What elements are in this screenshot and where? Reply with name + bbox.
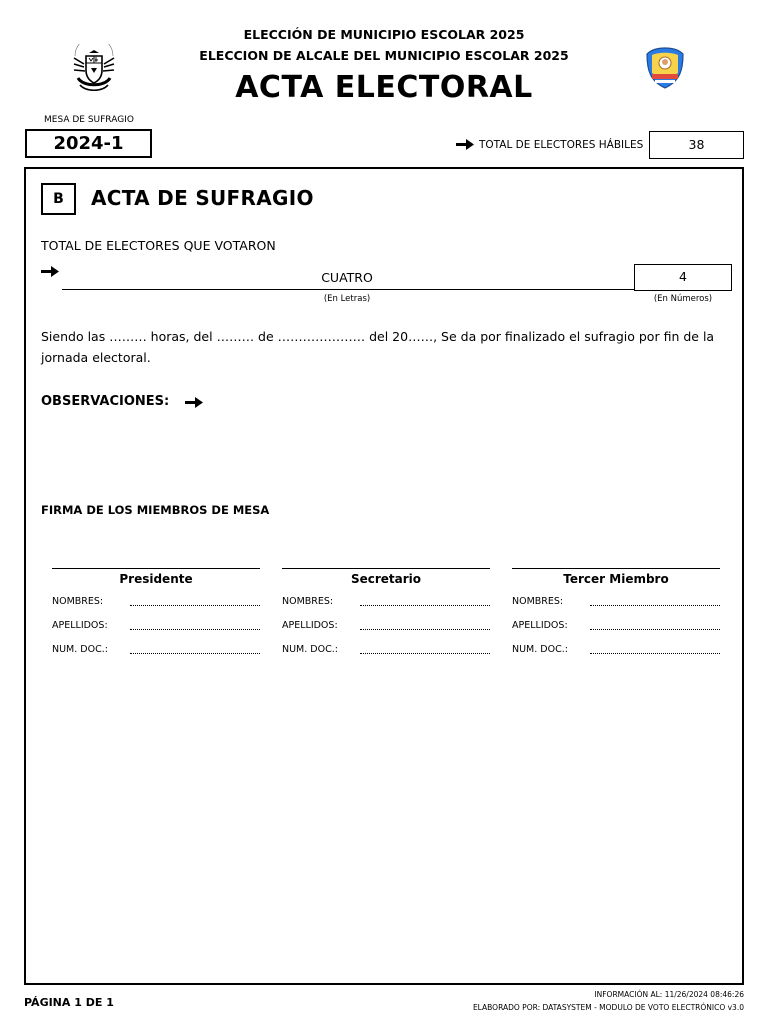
info-timestamp: INFORMACIÓN AL: 11/26/2024 08:46:26 [594,990,744,999]
nombres-row [52,596,260,610]
nombres-label: NOMBRES: [282,596,334,607]
page-title: ACTA ELECTORAL [235,70,533,105]
arrow-right-icon [185,396,203,409]
nombres-blank [360,605,490,606]
apellidos-blank [590,629,720,630]
observaciones-label: OBSERVACIONES: [41,394,170,409]
num-doc-blank [360,653,490,654]
num-doc-label: NUM. DOC.: [512,644,568,655]
apellidos-label: APELLIDOS: [512,620,568,631]
firma-label: FIRMA DE LOS MIEMBROS DE MESA [41,503,270,517]
num-doc-row [52,644,260,658]
member-role: Presidente [119,572,193,586]
voted-total-number: 4 [634,264,732,291]
peru-coat-of-arms-icon [66,44,122,96]
apellidos-label: APELLIDOS: [282,620,338,631]
nombres-row [512,596,720,610]
num-doc-row [282,644,490,658]
nombres-label: NOMBRES: [52,596,104,607]
page-indicator: PÁGINA 1 DE 1 [24,996,114,1009]
apellidos-label: APELLIDOS: [52,620,108,631]
apellidos-row [512,620,720,634]
letters-caption: (En Letras) [323,294,371,304]
member-role: Secretario [350,572,422,586]
nombres-blank [130,605,260,606]
signature-line [52,568,260,569]
voted-total-letters: CUATRO [321,270,373,285]
section-badge: B [41,183,76,215]
apellidos-row [52,620,260,634]
made-by-note: ELABORADO POR: DATASYSTEM - MODULO DE VOTO ELECTRÓNICO v3.0 [472,1003,744,1012]
nombres-row [282,596,490,610]
mesa-number: 2024-1 [25,129,152,158]
signature-line [512,568,720,569]
voted-total-label: TOTAL DE ELECTORES QUE VOTARON [41,238,276,253]
letters-underline [62,289,634,290]
num-doc-label: NUM. DOC.: [52,644,108,655]
apellidos-blank [130,629,260,630]
num-doc-row [512,644,720,658]
number-caption: (En Números) [653,294,713,304]
mesa-label: MESA DE SUFRAGIO [44,115,134,125]
arrow-right-icon [41,265,59,278]
member-role: Tercer Miembro [563,572,669,586]
signature-line [282,568,490,569]
num-doc-blank [130,653,260,654]
num-doc-blank [590,653,720,654]
header-election-title: ELECCIÓN DE MUNICIPIO ESCOLAR 2025 [243,27,525,42]
nombres-blank [590,605,720,606]
electores-habiles-value: 38 [649,131,744,159]
apellidos-row [282,620,490,634]
closing-statement: Siendo las ……… horas, del ……… de ………………… del 20……, Se da por finalizado el sufragio por fin de la jornada electoral. [41,329,715,365]
school-shield-logo-icon [644,46,686,90]
nombres-label: NOMBRES: [512,596,564,607]
num-doc-label: NUM. DOC.: [282,644,338,655]
apellidos-blank [360,629,490,630]
arrow-right-icon [456,138,474,151]
section-title: ACTA DE SUFRAGIO [91,186,314,210]
electores-habiles-label: TOTAL DE ELECTORES HÁBILES [479,139,644,151]
header-election-subtitle: ELECCION DE ALCALE DEL MUNICIPIO ESCOLAR 2025 [199,48,569,63]
